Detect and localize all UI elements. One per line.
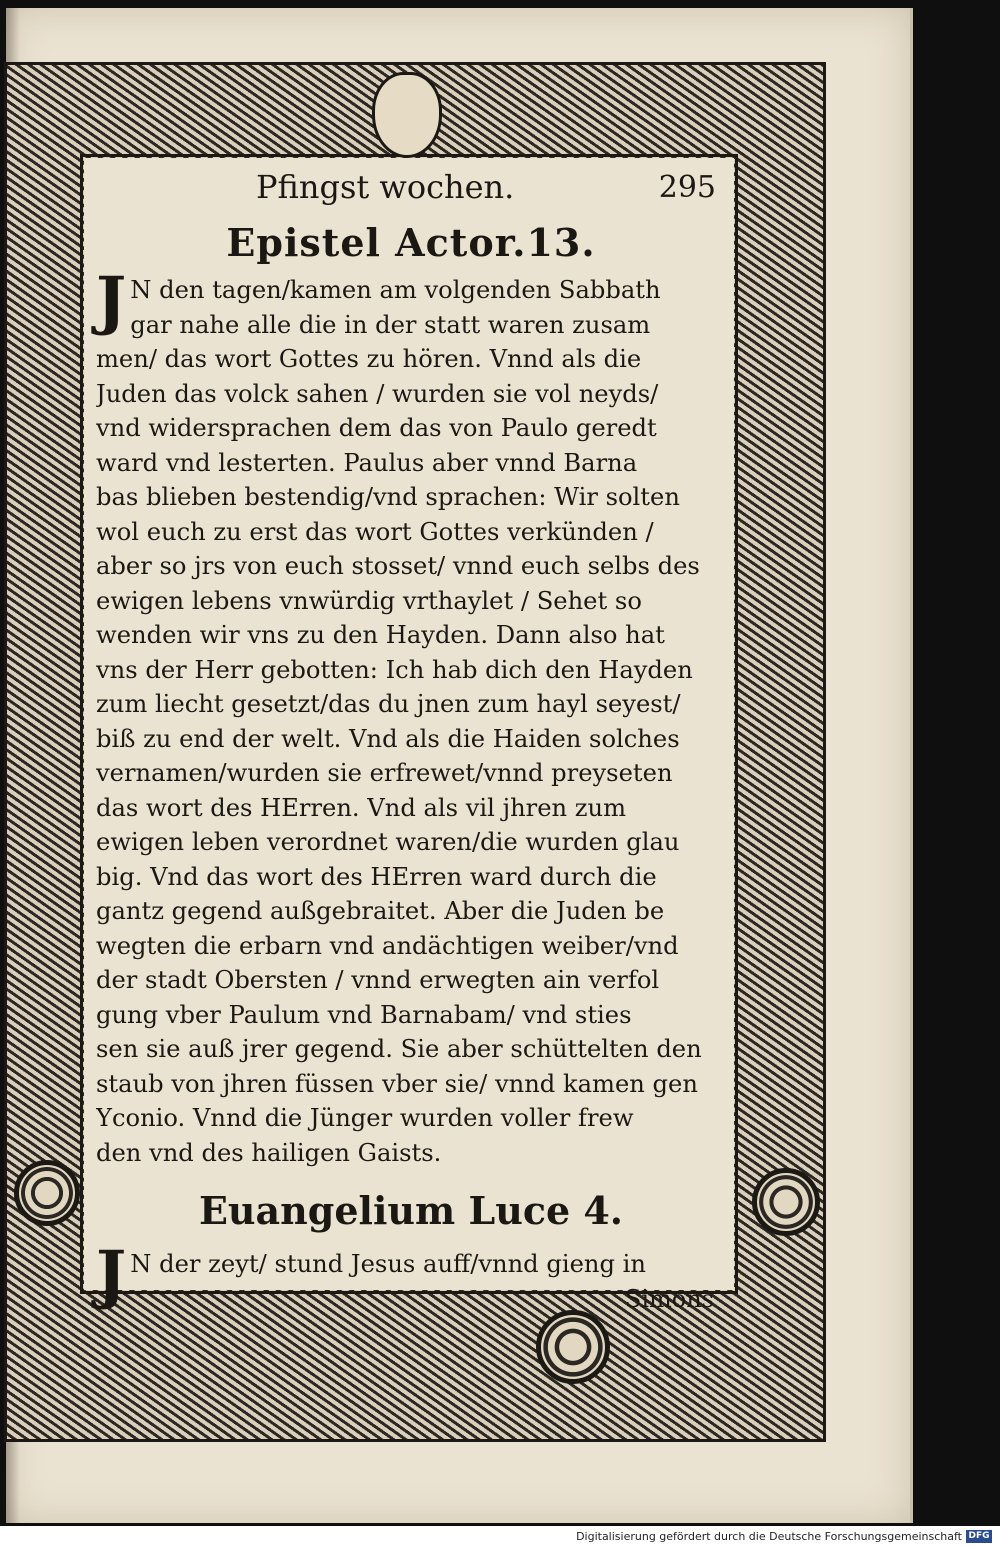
epistle-text (96, 263, 726, 1170)
epistle-line: Yconio. Vnnd die Jünger wurden voller frew (96, 1104, 634, 1132)
gospel-line: N der zeyt/ stund Jesus auff/vnnd gieng in (130, 1250, 646, 1278)
footer-credit: Digitalisierung gefördert durch die Deutsche Forschungsgemeinschaft (576, 1530, 962, 1543)
epistle-line: wenden wir vns zu den Hayden. Dann also hat (96, 621, 665, 649)
epistle-line: vns der Herr gebotten: Ich hab dich den Hayden (96, 655, 693, 684)
text-block (96, 168, 726, 1316)
epistle-line: men/ das wort Gottes zu hören. Vnnd als die (96, 345, 642, 373)
epistle-line: gung vber Paulum vnd Barnabam/ vnd sties (96, 1000, 632, 1029)
dfg-logo: DFG (966, 1530, 992, 1543)
epistle-line: vernamen/wurden sie erfrewet/vnnd preyseten (96, 759, 673, 787)
gospel-title: Euangelium Luce 4. (198, 1188, 624, 1233)
header-row (96, 168, 726, 212)
epistle-initial: J (96, 263, 127, 338)
epistle-line: staub von jhren füssen vber sie/ vnnd kamen gen (96, 1069, 698, 1098)
epistle-line: big. Vnd das wort des HErren ward durch die (96, 862, 657, 891)
epistle-title: Epistel Actor.13. (226, 220, 596, 265)
epistle-line: ewigen lebens vnwürdig vrthaylet / Sehet so (96, 586, 642, 615)
epistle-line: aber so jrs von euch stosset/ vnnd euch selbs des (96, 552, 700, 580)
running-head: Pfingst wochen. (256, 168, 515, 206)
epistle-line: ewigen leben verordnet waren/die wurden glau (96, 828, 680, 856)
epistle-line: das wort des HErren. Vnd als vil jhren zum (96, 793, 627, 822)
epistle-line: biß zu end der welt. Vnd als die Haiden solches (96, 724, 680, 753)
epistle-line: ward vnd lesterten. Paulus aber vnnd Barna (96, 448, 638, 477)
epistle-line: wol euch zu erst das wort Gottes verkünden / (96, 517, 654, 546)
epistle-line: gar nahe alle die in der statt waren zusam (130, 310, 651, 339)
bottom-scroll-ornament (536, 1310, 610, 1384)
epistle-line: Juden das volck sahen / wurden sie vol neyds/ (96, 379, 659, 408)
epistle-line: vnd widersprachen dem das von Paulo geredt (96, 414, 657, 442)
epistle-line: N den tagen/kamen am volgenden Sabbath (130, 276, 661, 304)
epistle-line: sen sie auß jrer gegend. Sie aber schüttelten den (96, 1035, 702, 1063)
epistle-line: bas blieben bestendig/vnd sprachen: Wir solten (96, 483, 680, 511)
epistle-line: der stadt Obersten / vnnd erwegten ain verfol (96, 966, 660, 994)
epistle-line: zum liecht gesetzt/das du jnen zum hayl seyest/ (96, 690, 681, 718)
catchword: Simons (624, 1284, 714, 1313)
epistle-line: den vnd des hailigen Gaists. (96, 1138, 442, 1167)
gospel-initial: J (96, 1237, 127, 1312)
epistle-line: wegten die erbarn vnd andächtigen weiber/vnd (96, 931, 679, 960)
gospel-text (96, 1237, 726, 1316)
page-number: 295 (658, 170, 716, 205)
epistle-line: gantz gegend außgebraitet. Aber die Juden be (96, 897, 665, 925)
left-scroll-ornament (14, 1160, 80, 1226)
right-scroll-ornament (752, 1168, 820, 1236)
border-face-ornament (372, 72, 442, 158)
